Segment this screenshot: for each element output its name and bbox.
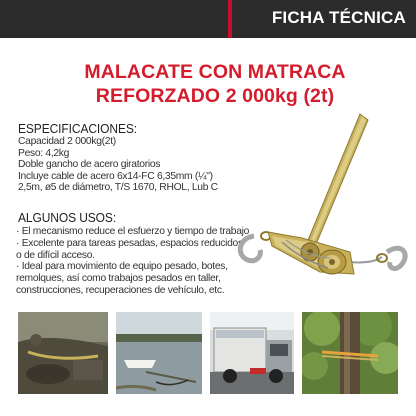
product-image — [232, 112, 412, 312]
use-item: · El mecanismo reduce el esfuerzo y tiempo de trabajo — [16, 226, 250, 237]
hoist-illustration — [232, 112, 412, 312]
spec-item: Capacidad 2 000kg(2t) — [18, 136, 116, 147]
specs-heading: ESPECIFICACIONES: — [18, 121, 137, 137]
header-accent — [228, 0, 232, 38]
photo-boat-lake — [116, 312, 202, 394]
page-header-title: FICHA TÉCNICA — [271, 8, 406, 27]
photo-mud-vehicle — [18, 312, 108, 394]
uses-heading: ALGUNOS USOS: — [18, 210, 117, 226]
photo-truck — [210, 312, 294, 394]
product-title — [40, 60, 390, 108]
spec-item: 2,5m, ø5 de diámetro, T/S 1670, RHOL, Lub C — [18, 182, 218, 194]
uses-list — [16, 226, 250, 297]
spec-item: Doble gancho de acero giratorios — [18, 159, 161, 171]
product-title-line2: REFORZADO 2 000kg (2t) — [95, 85, 335, 107]
photo-tree — [302, 312, 398, 394]
spec-item: Incluye cable de acero 6x14-FC 6,35mm (¼") — [18, 170, 213, 182]
spec-item: Peso: 4,2kg — [18, 147, 70, 159]
specs-list — [18, 136, 228, 194]
use-item: · Ideal para movimiento de equipo pesado, botes, remolques, así como trabajos pesados en taller, construcciones, recuperaciones de vehículo, etc. — [16, 261, 228, 296]
use-item: · Excelente para tareas pesadas, espacios reducidos o de difícil acceso. — [16, 237, 243, 261]
product-title-line1: MALACATE CON MATRACA — [84, 61, 346, 83]
